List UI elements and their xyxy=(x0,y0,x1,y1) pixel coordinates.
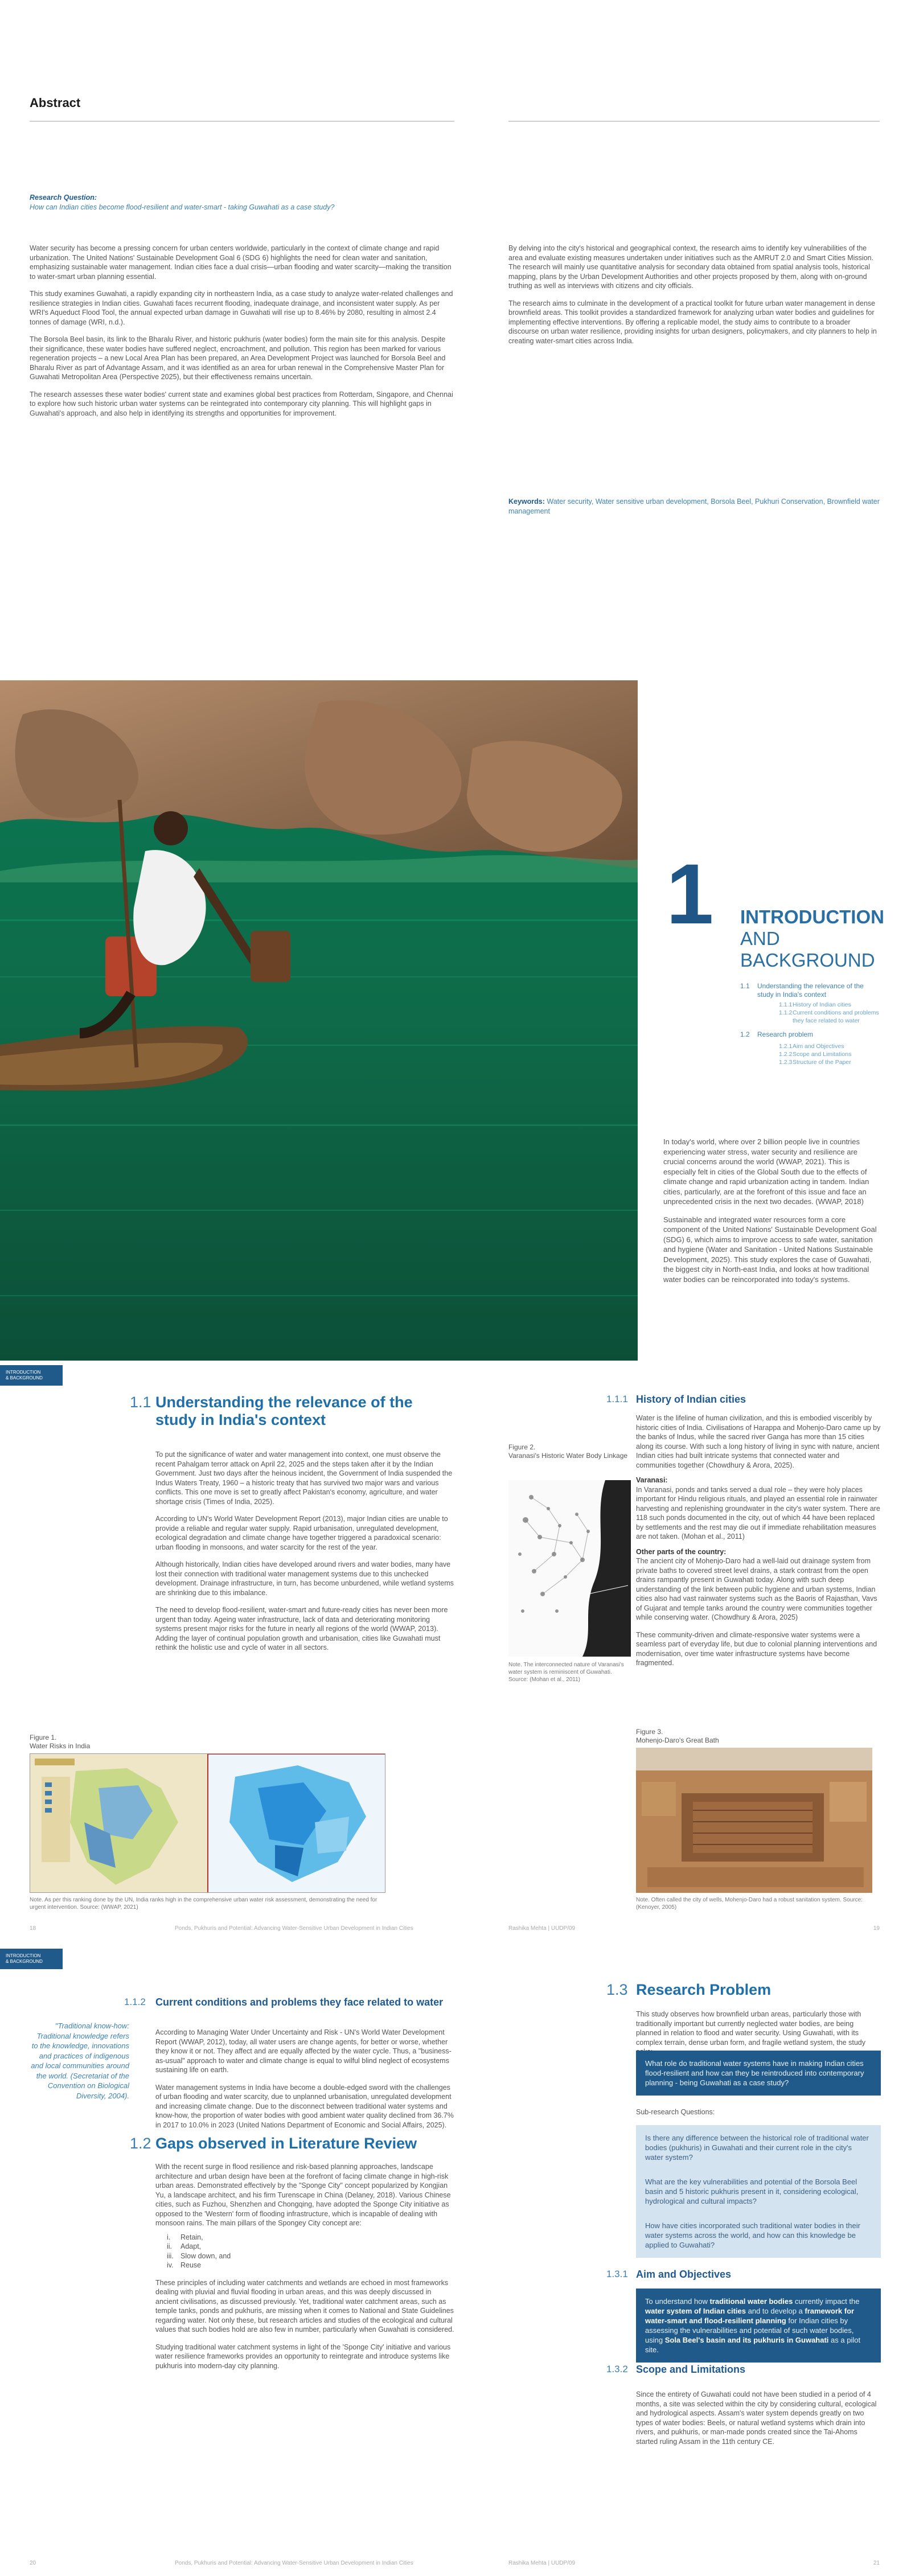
section-title: Gaps observed in Literature Review xyxy=(155,2135,417,2152)
aim-text: for Indian cities by assessing the vulnerabilities and potential of such water bodies, using xyxy=(645,2316,854,2344)
abstract-paragraph: The research aims to culminate in the development of a practical toolkit for future urban water management in dense brownfield areas. This toolkit provides a standardized framework for analyzing urban water bodies and guidelines for implementing effective interventions. By offering a replicable model, the study aims to contribute to a broader discourse on urban water resilience, providing insights for urban designers, policymakers, and city planners to help in creating water-smart cities across India. xyxy=(508,299,877,345)
chapter-tag-line2: & BACKGROUND xyxy=(6,1375,43,1381)
chapter-number: 1 xyxy=(666,846,714,942)
sub-questions-label: Sub-research Questions: xyxy=(636,2108,715,2116)
figure-1-caption xyxy=(30,1733,90,1751)
list-item xyxy=(155,2242,454,2252)
aim-emphasis: water system of Indian cities xyxy=(645,2307,746,2315)
toc-sub-number: 1.2.1 xyxy=(779,1043,793,1050)
pillar-list xyxy=(155,2233,454,2270)
chapter-title-line2: BACKGROUND xyxy=(740,950,875,971)
toc-sub-entry[interactable] xyxy=(779,1058,880,1066)
body-paragraph: These community-driven and climate-responsive water systems were a seamless part of everyday life, but due to colonial planning interventions and modernisation, over time water infrastructure systems have become fragmented. xyxy=(636,1630,877,1667)
varanasi-map xyxy=(508,1480,631,1657)
section-body xyxy=(155,2162,454,2378)
list-text: Reuse xyxy=(180,2261,202,2269)
abstract-paragraph: Water security has become a pressing concern for urban centers worldwide, particularly in the context of climate change and rapid urbanization. The United Nations' Sustainable Development Goal 6 (SDG 6) highlights the need for clean water and sanitation, emphasizing sustainable water management. Indian cities face a dual crisis—urban flooding and water scarcity—making the transition to water-smart urban planning essential. xyxy=(30,244,452,281)
figure-label: Figure 2. xyxy=(508,1443,536,1451)
section-number: 1.3 xyxy=(606,1981,628,1998)
chapter-toc xyxy=(740,982,880,1066)
research-question-label: Research Question: xyxy=(30,194,97,202)
section-number: 1.3.1 xyxy=(606,2269,628,2279)
abstract-paragraph: This study examines Guwahati, a rapidly expanding city in northeastern India, as a case study to analyze water-related challenges and resilience strategies in Indian cities. Guwahati faces recurrent flooding, inadequate drainage, and inconsistent water supply. As per WRI's Aqueduct Flood Tool, the annual expected urban damage in Guwahati will rise up to 8.46% by 2080, resulting in almost 2.4 tonnes of damage (WRI, n.d.). xyxy=(30,290,453,326)
list-number: i. xyxy=(167,2233,171,2241)
figure-2-image xyxy=(508,1480,631,1657)
chapter-intro xyxy=(663,1137,880,1292)
research-question-text: How can Indian cities become flood-resilient and water-smart - taking Guwahati as a case study? xyxy=(30,203,335,211)
canoe-photo-illustration xyxy=(0,680,638,1361)
section-number: 1.3.2 xyxy=(606,2364,628,2374)
chapter-tag xyxy=(0,1949,63,1969)
sub-question: How have cities incorporated such traditional water bodies in their water systems across the world, and how can this knowledge be applied to Guwahati? xyxy=(636,2213,881,2258)
section-body xyxy=(155,2028,454,2138)
chapter-title-rest: AND xyxy=(740,928,780,949)
chapter-tag-line2: & BACKGROUND xyxy=(6,1959,43,1964)
footer-title: Ponds, Pukhuris and Potential: Advancing Water-Sensitive Urban Development in Indian Cities xyxy=(175,1925,413,1932)
toc-sub-entry[interactable] xyxy=(779,1050,880,1058)
abstract-title: Abstract xyxy=(30,96,81,110)
figure-3-image xyxy=(636,1748,872,1893)
body-paragraph: In Varanasi, ponds and tanks served a dual role – they were holy places important for Hindu religious rituals, and played an essential role in rainwater harvesting and replenishing groundwater in the city's water system. There are 118 such ponds documented in the city, out of which 44 have been replaced by settlements and the rest may die out if immediate rehabilitation measures are not taken. (Mohan et al., 2011) xyxy=(636,1485,880,1540)
aim-text: and to develop a xyxy=(746,2307,805,2315)
section-title: Current conditions and problems they face related to water xyxy=(155,1996,444,2008)
list-text: Retain, xyxy=(180,2233,203,2241)
figure-3-note: Note. Often called the city of wells, Mohenjo-Daro had a robust sanitation system. Source: (Kenoyer, 2005) xyxy=(636,1897,863,1911)
body-paragraph: According to UN's World Water Development Report (2013), major Indian cities are unable to provide a reliable and regular water supply. Rapid urbanisation, unregulated development, ecological degradation and climate change have together triggered a paradoxical scenario: urban flooding in monsoons, and water scarcity for the rest of the year. xyxy=(155,1515,448,1551)
subhead-other-parts: Other parts of the country: xyxy=(636,1547,727,1556)
toc-sub-label: Structure of the Paper xyxy=(793,1059,851,1066)
list-text: Adapt, xyxy=(180,2242,202,2250)
toc-sub-number: 1.1.2 xyxy=(779,1009,793,1016)
list-number: ii. xyxy=(167,2242,173,2250)
section-number: 1.1.2 xyxy=(124,1996,146,2007)
intro-paragraph: Sustainable and integrated water resources form a core component of the United Nations' Sustainable Development Goal (SDG) 6, which aims to improve access to safe water, sanitation and hygiene (Water and Sanitation - United Nations Sustainable Development, 2025). This study explores the case of Guwahati, the biggest city in North-east India, and looks at how traditional water bodies can be reincorporated into today's systems. xyxy=(663,1215,877,1284)
figure-label: Figure 1. xyxy=(30,1733,57,1741)
keywords xyxy=(508,497,880,516)
aim-text: currently impact the xyxy=(793,2297,860,2306)
sub-question: Is there any difference between the historical role of traditional water bodies (pukhuris) in Guwahati and their current role in the city's water system? xyxy=(636,2125,881,2170)
toc-sub-label: Current conditions and problems they face related to water xyxy=(793,1009,879,1024)
footer-author: Rashika Mehta | UUDP/09 xyxy=(508,2560,576,2566)
body-paragraph: Although historically, Indian cities have developed around rivers and water bodies, many have lost their connection with traditional water management systems due to this unchecked development. Drainage infrastructure, in turn, has become unburdened, while wetland systems are shrinking due to this imbalance. xyxy=(155,1560,454,1597)
toc-label: Understanding the relevance of the study in India's context xyxy=(757,982,864,999)
section-title: Scope and Limitations xyxy=(636,2364,746,2375)
toc-entry[interactable] xyxy=(740,982,880,999)
aim-box xyxy=(636,2289,881,2363)
section-body xyxy=(636,1414,881,1676)
toc-sub-number: 1.2.3 xyxy=(779,1059,793,1066)
aim-emphasis: Sola Beel's basin and its pukhuris in Guwahati xyxy=(664,2336,829,2344)
section-number: 1.2 xyxy=(130,2135,151,2152)
chapter-tag-line1: INTRODUCTION xyxy=(6,1370,41,1375)
list-number: iv. xyxy=(167,2261,174,2269)
aim-emphasis: traditional water bodies xyxy=(709,2297,793,2306)
abstract-paragraph: The Borsola Beel basin, its link to the Bharalu River, and historic pukhuris (water bodies) form the main site for this analysis. Despite their significance, these water bodies have suffered neglect, encroachment, and pollution. This region has been marked for various regeneration projects – a new Local Area Plan has been prepared, an Area Development Project was launched for Borsola Beel and Bharalu River as part of Advantage Assam, and it was identified as an area for urban renewal in the Comprehensive Master Plan for Guwahati Metropolitan Area (Perspective 2025), but their effectiveness remains uncertain. xyxy=(30,335,446,381)
chapter-tag xyxy=(0,1365,63,1386)
body-paragraph: To put the significance of water and water management into context, one must observe the recent Pahalgam terror attack on April 22, 2025 and the steps taken after it by the Indian Government. Just two days after the heinous incident, the Government of India suspended the Indus Waters Treaty, 1960 – a historic treaty that has survived two major wars and various conflicts. This one move is set to greatly affect Pakistan's economy, agriculture, and water shortage crisis (Times of India, 2025). xyxy=(155,1451,453,1506)
toc-number: 1.1 xyxy=(740,982,750,990)
keywords-label: Keywords: xyxy=(508,498,545,506)
toc-sub-number: 1.1.1 xyxy=(779,1001,793,1008)
aim-emphasis: framework for water-smart and flood-resilient planning xyxy=(645,2307,855,2325)
section-body xyxy=(636,2390,881,2454)
main-research-question: What role do traditional water systems have in making Indian cities flood-resilient and how can they be reintroduced into contemporary planning - being Guwahati as a case study? xyxy=(636,2051,881,2096)
body-paragraph: This study observes how brownfield urban areas, particularly those with traditionally important but currently neglected water bodies, are being planned in relation to flood and water security. Using Guwahati, with its complex terrain, dense urban form, and fragile wetland system, the study xyxy=(636,2010,865,2047)
body-paragraph: Since the entirety of Guwahati could not have been studied in a period of 4 months, a site was selected within the city by considering cultural, ecological and hydrological aspects. Assam's water system depends greatly on two types of water bodies: Beels, or natural wetland systems which drain into rivers, and pukhuris, or man-made ponds created since the Tai-Ahoms started ruling Assam in the 11th century CE. xyxy=(636,2390,877,2446)
toc-sub-entry[interactable] xyxy=(779,1009,880,1025)
page-number: 18 xyxy=(30,1925,36,1932)
figure-title: Mohenjo-Daro's Great Bath xyxy=(636,1736,719,1744)
toc-sub-entry[interactable] xyxy=(779,1042,880,1050)
body-paragraph: Studying traditional water catchment systems in light of the 'Sponge City' initiative and various water resilience frameworks provides an opportunity to reintegrate and introduce systems like pukhuris into modern-day city planning. xyxy=(155,2343,451,2370)
body-paragraph: Water management systems in India have become a double-edged sword with the challenges of urban flooding and water scarcity, due to unplanned urbanisation, unregulated development and increasing climate change. Due to the disconnect between traditional water systems and know-how, the proportion of water bodies with good ambient water quality declined from 36.7% in 2017 to 10.0% in 2023 (United Nations Department of Economic and Social Affairs, 2025). xyxy=(155,2083,454,2129)
side-quote: "Traditional know-how: Traditional knowledge refers to the knowledge, innovations and practices of indigenous and local communities around the world. (Secretariat of the Convention on Biological Diversity, 2004). xyxy=(31,2022,129,2100)
figure-1-note: Note. As per this ranking done by the UN, India ranks high in the comprehensive urban water risk assessment, demonstrating the need for urgent intervention. Source: (WWAP, 2021) xyxy=(30,1897,377,1911)
aim-text: To understand how xyxy=(645,2297,710,2306)
section-number: 1.1.1 xyxy=(606,1394,628,1404)
intro-paragraph: In today's world, where over 2 billion people live in countries experiencing water stress, water security and resilience are crucial concerns around the world (WWAP, 2021). This is especially felt in cities of the Global South due to the effects of climate change and rapid urbanization acting in tandem. Indian cities, particularly, are at the forefront of this issue and face an unprecedented crisis in the next two decades. (WWAP, 2018) xyxy=(663,1137,869,1206)
footer-author: Rashika Mehta | UUDP/09 xyxy=(508,1925,576,1932)
toc-sub-label: Scope and Limitations xyxy=(793,1051,852,1058)
abstract-paragraph: By delving into the city's historical and geographical context, the research aims to identify key vulnerabilities of the area and evaluate existing measures undertaken under initiatives such as the AMRUT 2.0 and Smart Cities Mission. The research will mainly use quantitative analysis for secondary data obtained from spatial analysis tools, historical mapping, plans by the Urban Development Authorities and other projects proposed by them, along with on-ground truthing as well as interviews with citizens and city officials. xyxy=(508,244,874,290)
abstract-rule-right xyxy=(508,121,880,122)
great-bath-photo xyxy=(636,1748,872,1893)
toc-sub-entry[interactable] xyxy=(779,1001,880,1009)
chapter-tag-line1: INTRODUCTION xyxy=(6,1953,41,1958)
chapter-title xyxy=(740,906,911,971)
subhead-varanasi: Varanasi: xyxy=(636,1476,668,1484)
page-number: 19 xyxy=(873,1925,880,1932)
list-item xyxy=(155,2233,454,2242)
figure-label: Figure 3. xyxy=(636,1728,663,1736)
list-item xyxy=(155,2261,454,2270)
figure-2-note: Note. The interconnected nature of Varanasi's water system is reminiscent of Guwahati. Source: (Mohan et al., 2011) xyxy=(508,1662,624,1683)
toc-label: Research problem xyxy=(757,1030,814,1038)
footer-left xyxy=(30,2560,454,2566)
body-paragraph: These principles of including water catchments and wetlands are echoed in most frameworks dealing with pluvial and fluvial flooding in urban areas, and this was deeply discussed in ancient civilisations, as discussed previously. Yet, traditional water catchment areas, such as temple tanks, ponds and pukhuris, are missing when it comes to National and State Guidelines regarding water. Not only these, but research articles and studies of the ecological and cultural values that such bodies hold are also few in number, particularly when Guwahati is considered. xyxy=(155,2278,454,2333)
section-title: History of Indian cities xyxy=(636,1394,746,1405)
figure-title: Varanasi's Historic Water Body Linkage xyxy=(508,1452,628,1460)
body-paragraph: The need to develop flood-resilient, water-smart and future-ready cities has never been more urgent than today. Ageing water infrastructure, lack of data and deteriorating monitoring systems present major risks for the future in nearly all regions of the world (WWAP, 2013). Adding the layer of continual population growth and urbanisation, cities like Guwahati must rethink the holistic use and cycle of water in all sectors. xyxy=(155,1606,448,1651)
footer-left xyxy=(30,1925,454,1932)
body-paragraph: According to Managing Water Under Uncertainty and Risk - UN's World Water Development Report (WWAP, 2012), today, all water users are change agents, for better or worse, whether they know it or not. They affect and are equally affected by the water cycle. Thus, a "business-as-usual" approach to water and climate change is equal to wilful blind neglect of ecosystems sustaining life on earth. xyxy=(155,2028,452,2074)
footer-right xyxy=(508,1925,880,1932)
toc-sub-label: Aim and Objectives xyxy=(793,1043,844,1050)
section-title: Research Problem xyxy=(636,1981,772,1998)
chapter-title-bold: INTRODUCTION xyxy=(740,906,884,927)
body-paragraph: With the recent surge in flood resilience and risk-based planning approaches, landscape architecture and urban design have been at the forefront of facing climate change in high-risk urban areas. Demonstrated effectively by the "Sponge City" concept popularized by Kongjian Yu, a landscape architect, and his firm Turenscape in China (Delaney, 2018). Various Chinese cities, such as Fuzhou, Shenzhen and Chongqing, have adopted the Sponge City initiative as opposed to the 'Western' form of flooding infrastructure, which is incapable of dealing with monsoon rains. The main pillars of the Spongey City concept are: xyxy=(155,2163,451,2227)
list-item xyxy=(155,2252,454,2261)
page-number: 20 xyxy=(30,2560,36,2566)
toc-entry[interactable] xyxy=(740,1030,880,1039)
section-title: Aim and Objectives xyxy=(636,2269,732,2280)
section-number: 1.1 xyxy=(130,1394,151,1411)
figure-title: Water Risks in India xyxy=(30,1742,91,1750)
section-title: Understanding the relevance of the study in India's context xyxy=(155,1394,413,1428)
footer-right xyxy=(508,2560,880,2566)
body-paragraph: The ancient city of Mohenjo-Daro had a well-laid out drainage system from private baths to covered street level drains, a stark contrast from the open drains rampantly present in Guwahati today. Along with such deep understanding of the link between public hygiene and urban systems, Indian cities also had vast rainwater systems such as the Baoris of Rajasthan, Vavs of Gujarat and temple tanks around the country were communities together while conserving water. (Chowdhury & Arora, 2025) xyxy=(636,1557,877,1621)
footer-title: Ponds, Pukhuris and Potential: Advancing Water-Sensitive Urban Development in Indian Cities xyxy=(175,2560,413,2566)
abstract-rule xyxy=(30,121,454,122)
abstract-paragraph: The research assesses these water bodies' current state and examines global best practices from Rotterdam, Singapore, and Chennai to explore how such historic urban water systems can be reintegrated into contemporary city planning. This will highlight gaps in Guwahati's approach, and also help in identifying its strengths and opportunities for improvement. xyxy=(30,390,453,417)
section-body xyxy=(155,1450,454,1661)
toc-number: 1.2 xyxy=(740,1030,750,1038)
body-paragraph: Water is the lifeline of human civilization, and this is embodied visceribly by historic cities of India. Civilisations of Harappa and Mohenjo-Daro came up by the banks of Indus, while the sacred river Ganga has more than 15 cities along its course. With such a long history of living in sync with nature, ancient Indian cities had built intricate systems that connected water and communities together (Chowdhury & Arora, 2025). xyxy=(636,1414,881,1469)
figure-2-caption xyxy=(508,1443,628,1460)
canoe-photo xyxy=(0,680,638,1361)
abstract-right-column xyxy=(508,244,880,354)
page-number: 21 xyxy=(873,2560,880,2566)
list-number: iii. xyxy=(167,2252,174,2260)
keywords-text: Water security, Water sensitive urban development, Borsola Beel, Pukhuri Conservation, Brownfield water management xyxy=(508,498,880,515)
toc-sub-label: History of Indian cities xyxy=(793,1001,851,1008)
list-text: Slow down, and xyxy=(180,2252,231,2260)
figure-1-image xyxy=(30,1753,385,1893)
figure-3-caption xyxy=(636,1728,719,1745)
sub-question: What are the key vulnerabilities and potential of the Borsola Beel basin and 5 historic pukhuris present in it, considering ecological, hydrological and cultural impacts? xyxy=(636,2169,881,2214)
water-risk-map xyxy=(30,1754,385,1893)
toc-sub-number: 1.2.2 xyxy=(779,1051,793,1058)
abstract-left-column xyxy=(30,244,454,426)
aim-text: as a pilot site. xyxy=(645,2336,861,2354)
